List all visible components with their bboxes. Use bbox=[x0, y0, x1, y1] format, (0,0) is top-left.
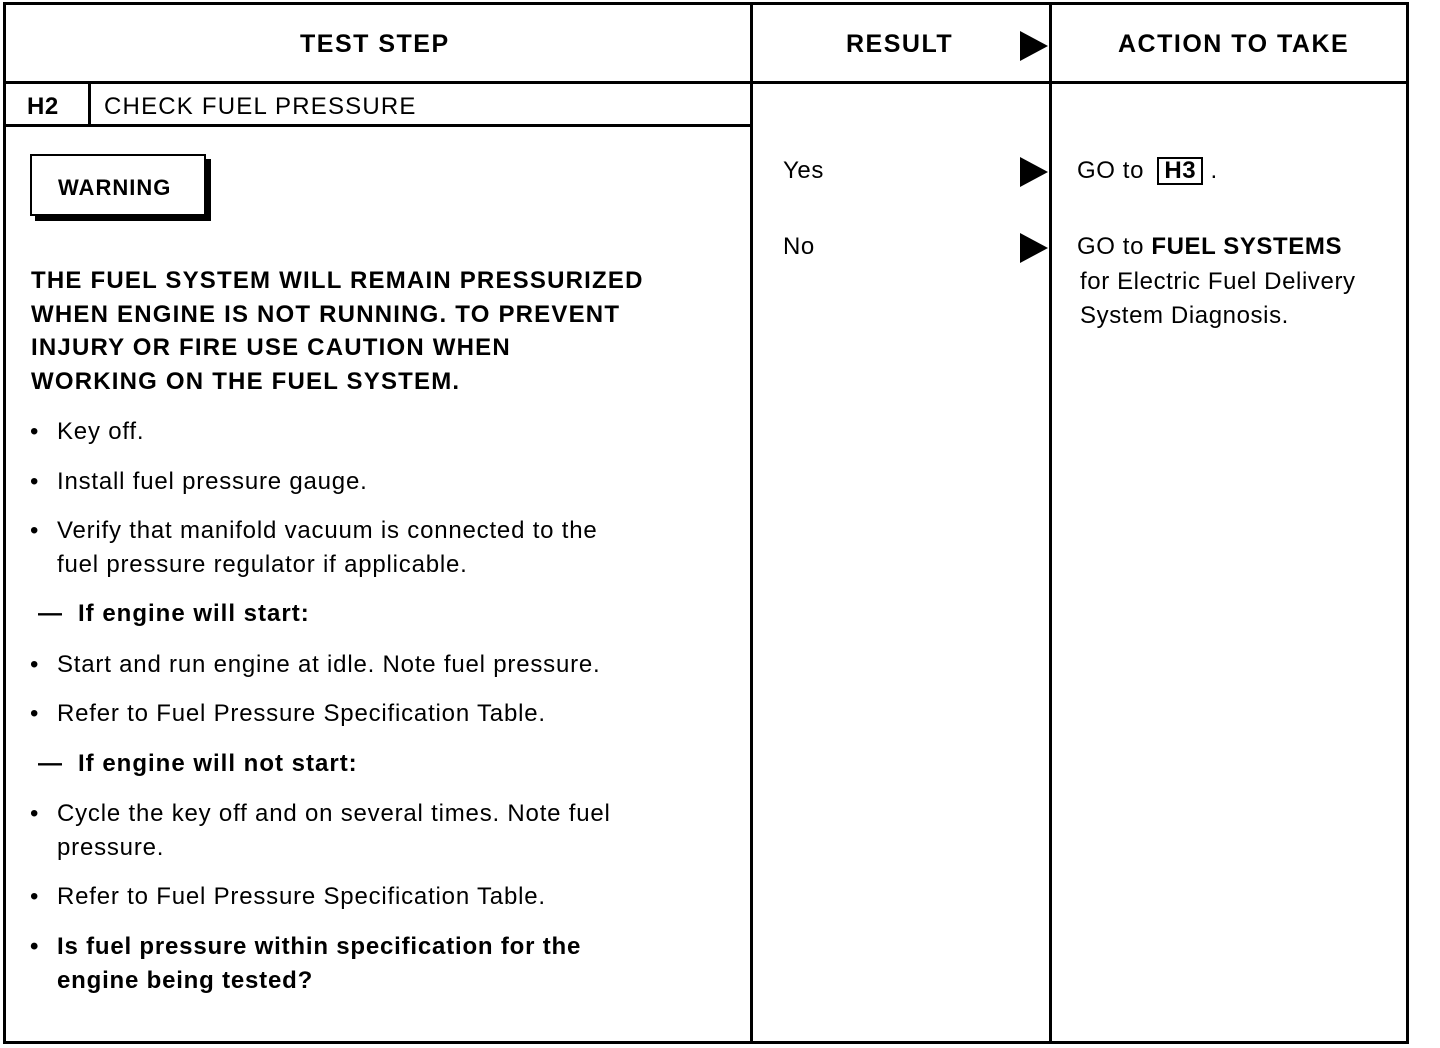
header-test-step: TEST STEP bbox=[300, 30, 450, 58]
dash: — bbox=[38, 750, 63, 777]
bullet: • bbox=[30, 933, 40, 960]
result-yes-arrow-icon bbox=[1020, 157, 1048, 187]
action-no-line2: for Electric Fuel Delivery bbox=[1080, 268, 1356, 295]
list-item: • Refer to Fuel Pressure Specification Table. bbox=[30, 697, 546, 731]
warning-box bbox=[30, 154, 206, 216]
header-result: RESULT bbox=[846, 30, 954, 58]
list-item: • Refer to Fuel Pressure Specification Table. bbox=[30, 880, 546, 914]
warning-line: INJURY OR FIRE USE CAUTION WHEN bbox=[31, 334, 511, 361]
condition-heading: — If engine will start: bbox=[38, 600, 310, 627]
dash: — bbox=[38, 600, 63, 627]
header-divider bbox=[3, 81, 1409, 84]
list-item: • Verify that manifold vacuum is connected to the fuel pressure regulator if applicable. bbox=[30, 514, 598, 582]
column-divider-result bbox=[750, 2, 753, 1044]
step-title: CHECK FUEL PRESSURE bbox=[104, 93, 417, 120]
bullet: • bbox=[30, 418, 40, 445]
step-title-divider bbox=[3, 124, 752, 127]
action-no-line3: System Diagnosis. bbox=[1080, 302, 1289, 329]
header-action: ACTION TO TAKE bbox=[1118, 30, 1350, 58]
question-item: • Is fuel pressure within specification for the engine being tested? bbox=[30, 930, 581, 998]
bullet: • bbox=[30, 651, 40, 678]
column-divider-action bbox=[1049, 2, 1052, 1044]
bullet: • bbox=[30, 517, 40, 544]
list-item: • Install fuel pressure gauge. bbox=[30, 465, 368, 499]
warning-label: WARNING bbox=[58, 175, 172, 200]
warning-line: THE FUEL SYSTEM WILL REMAIN PRESSURIZED bbox=[31, 267, 644, 294]
condition-heading: — If engine will not start: bbox=[38, 750, 358, 777]
warning-text bbox=[31, 264, 731, 398]
step-reference-h3[interactable]: H3 bbox=[1157, 157, 1203, 185]
warning-line: WHEN ENGINE IS NOT RUNNING. TO PREVENT bbox=[31, 300, 621, 328]
result-no-arrow-icon bbox=[1020, 233, 1048, 263]
bullet: • bbox=[30, 800, 40, 827]
step-id: H2 bbox=[27, 93, 59, 120]
header-arrow-icon bbox=[1020, 31, 1048, 61]
result-yes: Yes bbox=[783, 157, 824, 184]
action-yes: GO to H3 . bbox=[1077, 157, 1218, 184]
bullet: • bbox=[30, 883, 40, 910]
action-no-line1: GO to FUEL SYSTEMS bbox=[1077, 233, 1343, 260]
bullet: • bbox=[30, 700, 40, 727]
fuel-systems-reference: FUEL SYSTEMS bbox=[1151, 233, 1343, 260]
step-id-divider bbox=[88, 83, 91, 126]
list-item: • Cycle the key off and on several times. Note fuel pressure. bbox=[30, 797, 611, 865]
list-item: • Key off. bbox=[30, 415, 144, 449]
result-no: No bbox=[783, 233, 815, 260]
warning-line: WORKING ON THE FUEL SYSTEM. bbox=[31, 367, 461, 395]
list-item: • Start and run engine at idle. Note fuel pressure. bbox=[30, 648, 601, 682]
bullet: • bbox=[30, 468, 40, 495]
